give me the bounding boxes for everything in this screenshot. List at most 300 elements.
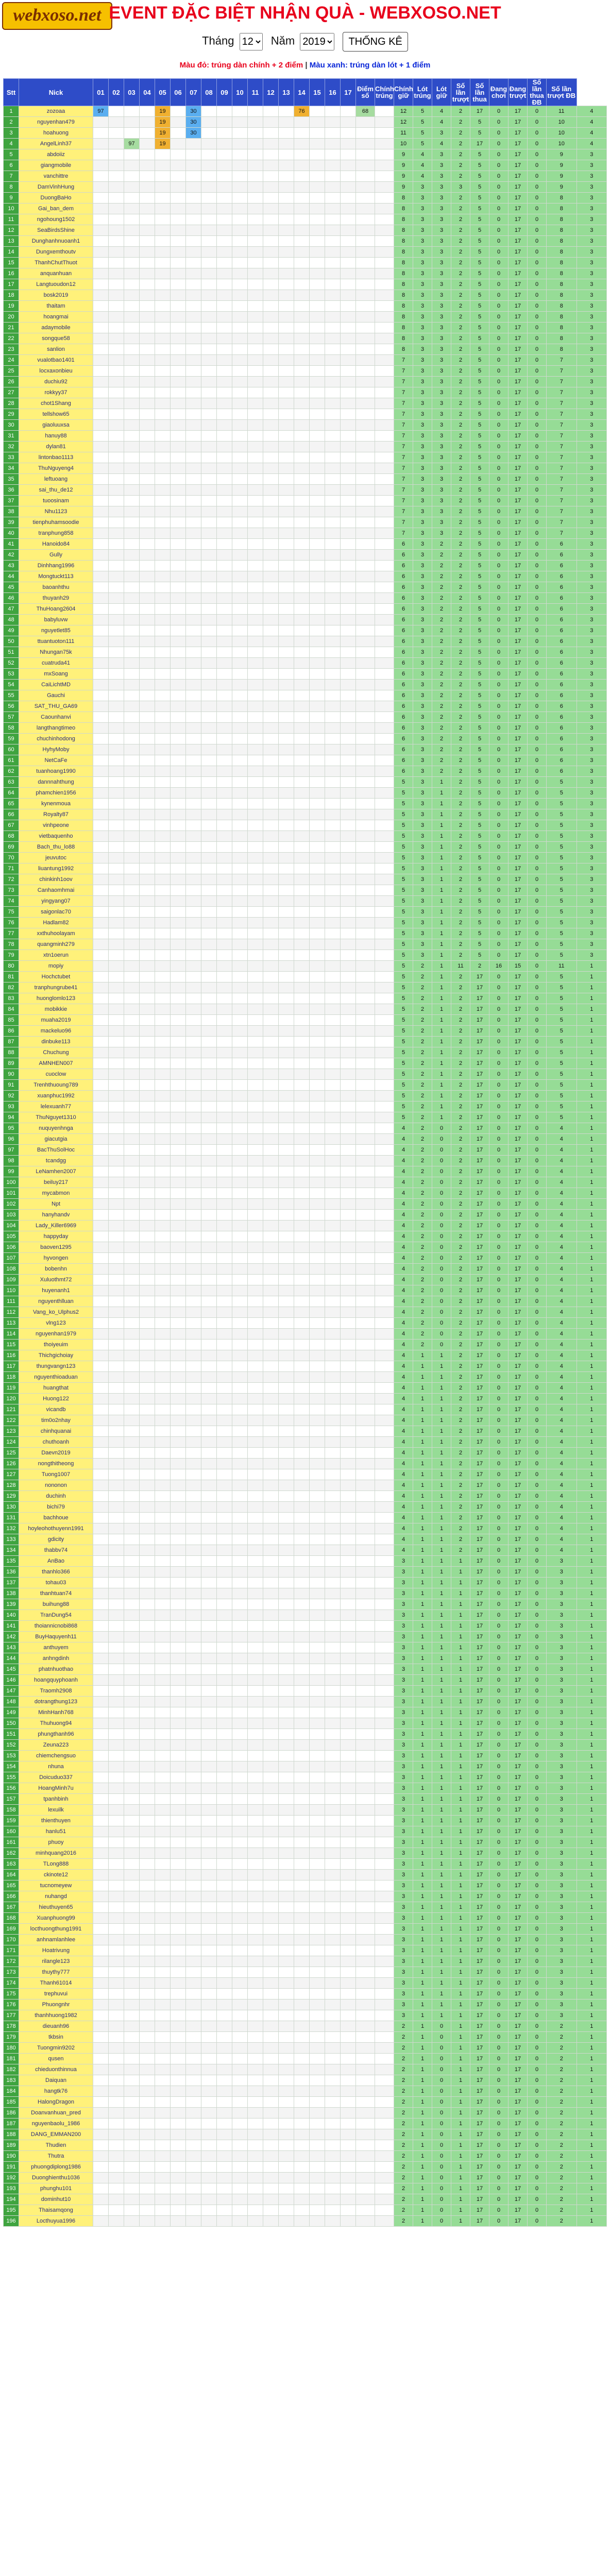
row-rank: 38	[4, 506, 19, 517]
row-day-cell	[186, 1426, 201, 1437]
row-day-cell	[140, 106, 155, 117]
table-row	[4, 1642, 607, 1653]
row-day-cell	[341, 355, 356, 366]
row-stat-cell: 0	[489, 1307, 509, 1318]
row-day-cell	[294, 149, 310, 160]
row-stat-cell: 0	[489, 1145, 509, 1156]
table-row	[4, 312, 607, 323]
row-rank: 4	[4, 139, 19, 149]
row-day-cell	[201, 1318, 217, 1329]
row-day-cell	[140, 506, 155, 517]
row-day-cell	[356, 377, 375, 387]
row-day-cell	[155, 236, 171, 247]
row-day-cell	[263, 1156, 279, 1166]
row-stat-cell: 17	[509, 1415, 528, 1426]
row-day-cell	[109, 1740, 124, 1751]
row-nick: Hadlam82	[19, 918, 93, 928]
row-day-cell	[171, 160, 186, 171]
row-day-cell	[356, 636, 375, 647]
row-stat-cell: 17	[470, 1729, 489, 1740]
row-day-cell	[186, 1156, 201, 1166]
row-stat-cell: 7	[547, 506, 577, 517]
row-day-cell	[93, 1556, 109, 1567]
row-day-cell	[279, 225, 294, 236]
row-stat-cell: 2	[451, 1340, 470, 1350]
row-day-cell	[294, 344, 310, 355]
row-day-cell	[325, 171, 341, 182]
row-day-cell	[201, 1707, 217, 1718]
row-stat-cell: 8	[394, 279, 413, 290]
row-day-cell	[325, 258, 341, 268]
row-day-cell	[294, 1578, 310, 1588]
row-stat-cell: 0	[528, 1459, 547, 1469]
row-day-cell	[217, 950, 232, 961]
row-stat-cell: 5	[470, 182, 489, 193]
row-stat-cell: 2	[451, 907, 470, 918]
row-day-cell	[93, 647, 109, 658]
row-day-cell	[310, 312, 325, 323]
row-day-cell	[356, 1675, 375, 1686]
row-stat-cell: 0	[489, 1394, 509, 1404]
row-day-cell	[279, 1318, 294, 1329]
row-day-cell	[186, 896, 201, 907]
row-day-cell	[341, 1610, 356, 1621]
row-stat-cell: 2	[451, 301, 470, 312]
row-day-cell	[155, 1188, 171, 1199]
row-day-cell	[232, 1350, 248, 1361]
row-day-cell	[201, 1253, 217, 1264]
row-day-cell	[171, 225, 186, 236]
row-day-cell	[140, 1578, 155, 1588]
row-day-cell	[248, 474, 263, 485]
row-day-cell	[93, 398, 109, 409]
row-stat-cell: 17	[470, 1383, 489, 1394]
row-day-cell	[171, 1285, 186, 1296]
row-stat-cell: 0	[489, 442, 509, 452]
row-stat-cell: 0	[432, 1231, 451, 1242]
row-day-cell	[93, 636, 109, 647]
row-day-cell	[93, 582, 109, 593]
row-stat-cell: 7	[394, 463, 413, 474]
row-stat-cell: 1	[413, 1761, 432, 1772]
row-stat-cell: 0	[489, 950, 509, 961]
row-stat-cell: 17	[509, 615, 528, 625]
row-day-cell	[263, 593, 279, 604]
row-day-cell	[310, 528, 325, 539]
row-stat-cell: 0	[489, 896, 509, 907]
row-day-cell	[186, 485, 201, 496]
row-stat-cell: 17	[509, 182, 528, 193]
row-rank: 19	[4, 301, 19, 312]
row-stat-cell: 0	[489, 485, 509, 496]
row-day-cell	[93, 463, 109, 474]
row-day-cell	[217, 874, 232, 885]
row-day-cell	[140, 744, 155, 755]
row-stat-cell: 2	[451, 1513, 470, 1523]
row-stat-cell: 17	[509, 1707, 528, 1718]
row-day-cell	[140, 1166, 155, 1177]
row-stat-cell: 2	[451, 139, 470, 149]
row-stat-cell: 17	[470, 1112, 489, 1123]
row-stat-cell: 7	[547, 398, 577, 409]
row-day-cell	[140, 690, 155, 701]
row-stat-cell: 8	[394, 323, 413, 333]
row-day-cell	[263, 982, 279, 993]
row-day-cell	[294, 658, 310, 669]
row-stat-cell: 7	[394, 387, 413, 398]
row-day-cell	[140, 874, 155, 885]
row-day-cell	[155, 1437, 171, 1448]
row-stat-cell: 2	[413, 1307, 432, 1318]
row-day-cell	[341, 636, 356, 647]
row-day-cell	[248, 1740, 263, 1751]
row-day-cell	[263, 1426, 279, 1437]
row-stat-cell: 2	[451, 517, 470, 528]
row-day-cell	[217, 506, 232, 517]
row-day-cell	[140, 1069, 155, 1080]
year-select[interactable]	[300, 33, 334, 50]
row-day-cell	[93, 1264, 109, 1275]
row-day-cell	[310, 160, 325, 171]
row-day-cell	[263, 236, 279, 247]
row-day-cell	[248, 863, 263, 874]
row-rank: 29	[4, 409, 19, 420]
row-stat-cell: 6	[394, 615, 413, 625]
row-day-cell	[325, 1015, 341, 1026]
row-day-cell	[217, 1004, 232, 1015]
row-day-cell	[356, 474, 375, 485]
column-header: 11	[248, 79, 263, 106]
row-day-cell	[201, 658, 217, 669]
row-day-cell	[375, 1729, 394, 1740]
row-stat-cell: 0	[489, 1383, 509, 1394]
row-stat-cell: 0	[432, 1253, 451, 1264]
row-day-cell	[341, 485, 356, 496]
row-day-cell	[341, 1621, 356, 1632]
row-rank: 73	[4, 885, 19, 896]
row-day-cell	[325, 279, 341, 290]
row-stat-cell: 3	[577, 431, 607, 442]
column-header: Chính giữ	[394, 79, 413, 106]
row-stat-cell: 5	[470, 809, 489, 820]
row-day-cell	[201, 1156, 217, 1166]
row-day-cell	[310, 1340, 325, 1350]
statistics-button[interactable]: THỐNG KÊ	[343, 32, 408, 52]
row-day-cell	[186, 669, 201, 680]
row-day-cell	[356, 809, 375, 820]
row-day-cell	[201, 355, 217, 366]
row-day-cell	[310, 268, 325, 279]
row-stat-cell: 4	[547, 1469, 577, 1480]
row-stat-cell: 5	[470, 420, 489, 431]
row-stat-cell: 3	[577, 918, 607, 928]
row-stat-cell: 0	[489, 723, 509, 734]
row-day-cell	[341, 1761, 356, 1772]
row-day-cell	[171, 1361, 186, 1372]
row-day-cell	[171, 301, 186, 312]
row-day-cell	[294, 1372, 310, 1383]
row-nick: nononon	[19, 1480, 93, 1491]
row-stat-cell: 4	[547, 1415, 577, 1426]
row-stat-cell: 3	[413, 452, 432, 463]
row-day-cell	[155, 582, 171, 593]
row-day-cell	[325, 106, 341, 117]
row-day-cell	[109, 939, 124, 950]
table-row	[4, 853, 607, 863]
row-day-cell	[294, 117, 310, 128]
row-day-cell	[341, 323, 356, 333]
row-day-cell	[294, 690, 310, 701]
row-day-cell	[109, 225, 124, 236]
row-day-cell	[294, 268, 310, 279]
row-stat-cell: 5	[470, 604, 489, 615]
row-day-cell	[263, 939, 279, 950]
row-day-cell	[294, 1523, 310, 1534]
row-day-cell	[294, 669, 310, 680]
row-day-cell	[325, 344, 341, 355]
row-stat-cell: 3	[577, 907, 607, 918]
row-day-cell	[341, 1707, 356, 1718]
row-stat-cell: 1	[432, 1513, 451, 1523]
row-day-cell	[279, 539, 294, 550]
row-stat-cell: 4	[394, 1188, 413, 1199]
row-stat-cell: 4	[394, 1404, 413, 1415]
row-day-cell	[341, 982, 356, 993]
row-stat-cell: 1	[577, 1415, 607, 1426]
row-day-cell	[375, 1047, 394, 1058]
row-day-cell	[232, 258, 248, 268]
table-row	[4, 1199, 607, 1210]
row-day-cell	[186, 939, 201, 950]
row-stat-cell: 5	[470, 387, 489, 398]
row-stat-cell: 7	[394, 528, 413, 539]
row-day-cell	[186, 355, 201, 366]
row-day-cell	[140, 128, 155, 139]
row-stat-cell: 17	[509, 485, 528, 496]
row-day-cell	[140, 1469, 155, 1480]
row-day-cell	[263, 669, 279, 680]
row-day-cell	[140, 1448, 155, 1459]
row-nick: Langtuoudon12	[19, 279, 93, 290]
color-legend	[0, 61, 610, 70]
row-day-cell	[93, 236, 109, 247]
row-day-cell	[263, 1632, 279, 1642]
row-day-cell	[124, 1231, 140, 1242]
row-stat-cell: 1	[577, 1588, 607, 1599]
row-day-cell	[248, 1394, 263, 1404]
row-day-cell	[109, 1697, 124, 1707]
row-stat-cell: 1	[413, 1610, 432, 1621]
site-logo[interactable]: webxoso.net	[2, 2, 112, 30]
row-stat-cell: 3	[547, 1621, 577, 1632]
row-stat-cell: 0	[489, 377, 509, 387]
row-stat-cell: 6	[394, 550, 413, 561]
row-day-cell	[356, 1134, 375, 1145]
row-stat-cell: 4	[394, 1437, 413, 1448]
row-stat-cell: 7	[547, 420, 577, 431]
row-stat-cell: 1	[451, 1556, 470, 1567]
row-rank: 35	[4, 474, 19, 485]
row-day-cell	[201, 1145, 217, 1156]
row-rank: 124	[4, 1437, 19, 1448]
row-day-cell	[201, 1340, 217, 1350]
table-row	[4, 1404, 607, 1415]
row-stat-cell: 5	[394, 874, 413, 885]
row-day-cell	[263, 128, 279, 139]
table-row	[4, 1231, 607, 1242]
row-day-cell	[310, 236, 325, 247]
row-day-cell	[356, 1697, 375, 1707]
row-nick: cuatruda41	[19, 658, 93, 669]
row-rank: 23	[4, 344, 19, 355]
row-day-cell	[294, 550, 310, 561]
row-stat-cell: 3	[394, 1761, 413, 1772]
row-day-cell	[341, 1307, 356, 1318]
row-stat-cell: 3	[413, 182, 432, 193]
row-stat-cell: 6	[394, 625, 413, 636]
row-day-cell	[232, 1642, 248, 1653]
row-day-cell	[375, 1221, 394, 1231]
table-row	[4, 1469, 607, 1480]
table-row	[4, 1567, 607, 1578]
row-stat-cell: 5	[394, 918, 413, 928]
row-day-cell	[124, 171, 140, 182]
row-day-cell	[155, 279, 171, 290]
row-day-cell	[232, 1664, 248, 1675]
row-day-cell	[263, 1491, 279, 1502]
row-day-cell	[263, 799, 279, 809]
row-day-cell	[325, 247, 341, 258]
row-day-cell	[201, 1080, 217, 1091]
row-day-cell	[155, 1686, 171, 1697]
row-stat-cell: 5	[394, 896, 413, 907]
row-stat-cell: 1	[432, 1675, 451, 1686]
row-day-cell	[186, 723, 201, 734]
row-day-cell	[310, 799, 325, 809]
row-day-cell	[124, 1080, 140, 1091]
row-day-cell	[279, 831, 294, 842]
row-stat-cell: 17	[470, 1491, 489, 1502]
row-stat-cell: 7	[394, 442, 413, 452]
row-day-cell	[140, 139, 155, 149]
row-stat-cell: 3	[577, 701, 607, 712]
row-day-cell	[325, 1329, 341, 1340]
row-day-cell	[201, 333, 217, 344]
row-stat-cell: 17	[509, 561, 528, 571]
row-stat-cell: 17	[509, 1166, 528, 1177]
row-day-cell	[217, 809, 232, 820]
row-stat-cell: 17	[470, 1448, 489, 1459]
row-stat-cell: 5	[470, 874, 489, 885]
table-row	[4, 1329, 607, 1340]
row-day-cell	[217, 1751, 232, 1761]
row-day-cell	[155, 1729, 171, 1740]
row-day-cell	[186, 463, 201, 474]
row-day-cell	[310, 1134, 325, 1145]
row-day-cell	[217, 1275, 232, 1285]
row-nick: thuyanh29	[19, 593, 93, 604]
row-day-cell	[109, 1058, 124, 1069]
row-stat-cell: 0	[528, 582, 547, 593]
row-day-cell	[217, 420, 232, 431]
row-stat-cell: 17	[470, 1513, 489, 1523]
row-day-cell	[325, 863, 341, 874]
row-day-cell	[124, 1004, 140, 1015]
row-day-cell	[279, 1697, 294, 1707]
row-stat-cell: 4	[547, 1188, 577, 1199]
row-day-cell	[217, 1123, 232, 1134]
row-stat-cell: 7	[547, 528, 577, 539]
row-stat-cell: 2	[451, 398, 470, 409]
row-day-cell	[248, 972, 263, 982]
row-day-cell	[341, 387, 356, 398]
row-day-cell	[263, 1221, 279, 1231]
row-nick: Mongtuckt113	[19, 571, 93, 582]
row-stat-cell: 3	[394, 1556, 413, 1567]
row-day-cell	[263, 1469, 279, 1480]
row-stat-cell: 0	[528, 128, 547, 139]
row-day-cell	[294, 171, 310, 182]
row-stat-cell: 2	[451, 1069, 470, 1080]
row-day-cell	[155, 1350, 171, 1361]
row-stat-cell: 17	[470, 1610, 489, 1621]
row-day-cell	[109, 431, 124, 442]
row-stat-cell: 17	[470, 1242, 489, 1253]
row-day-cell	[248, 149, 263, 160]
row-day-cell	[186, 1632, 201, 1642]
month-select[interactable]	[240, 33, 263, 50]
row-stat-cell: 1	[413, 1469, 432, 1480]
row-rank: 144	[4, 1653, 19, 1664]
row-day-cell	[310, 204, 325, 214]
row-stat-cell: 1	[413, 1448, 432, 1459]
table-row	[4, 1080, 607, 1091]
row-stat-cell: 17	[509, 128, 528, 139]
row-stat-cell: 6	[394, 561, 413, 571]
row-nick: vanchittre	[19, 171, 93, 182]
row-stat-cell: 5	[470, 766, 489, 777]
row-day-cell	[155, 1610, 171, 1621]
table-row	[4, 755, 607, 766]
row-nick: thaitam	[19, 301, 93, 312]
row-day-cell	[248, 1069, 263, 1080]
row-day-cell	[171, 1242, 186, 1253]
row-stat-cell: 17	[509, 701, 528, 712]
row-day-cell	[140, 1264, 155, 1275]
row-day-cell	[232, 734, 248, 744]
row-day-cell	[201, 593, 217, 604]
row-day-cell	[310, 972, 325, 982]
row-nick: dylan81	[19, 442, 93, 452]
row-stat-cell: 0	[489, 1513, 509, 1523]
row-stat-cell: 0	[528, 777, 547, 788]
row-day-cell	[201, 1567, 217, 1578]
row-stat-cell: 3	[413, 474, 432, 485]
row-stat-cell: 1	[413, 1729, 432, 1740]
row-day-cell	[341, 571, 356, 582]
row-stat-cell: 1	[413, 1556, 432, 1567]
table-row	[4, 582, 607, 593]
row-day-cell	[248, 961, 263, 972]
table-row	[4, 1480, 607, 1491]
row-stat-cell: 4	[547, 1361, 577, 1372]
row-day-cell	[375, 268, 394, 279]
row-day-cell	[155, 1112, 171, 1123]
row-day-cell	[232, 1188, 248, 1199]
row-rank: 76	[4, 918, 19, 928]
row-day-cell	[294, 1221, 310, 1231]
row-day-cell	[325, 1761, 341, 1772]
